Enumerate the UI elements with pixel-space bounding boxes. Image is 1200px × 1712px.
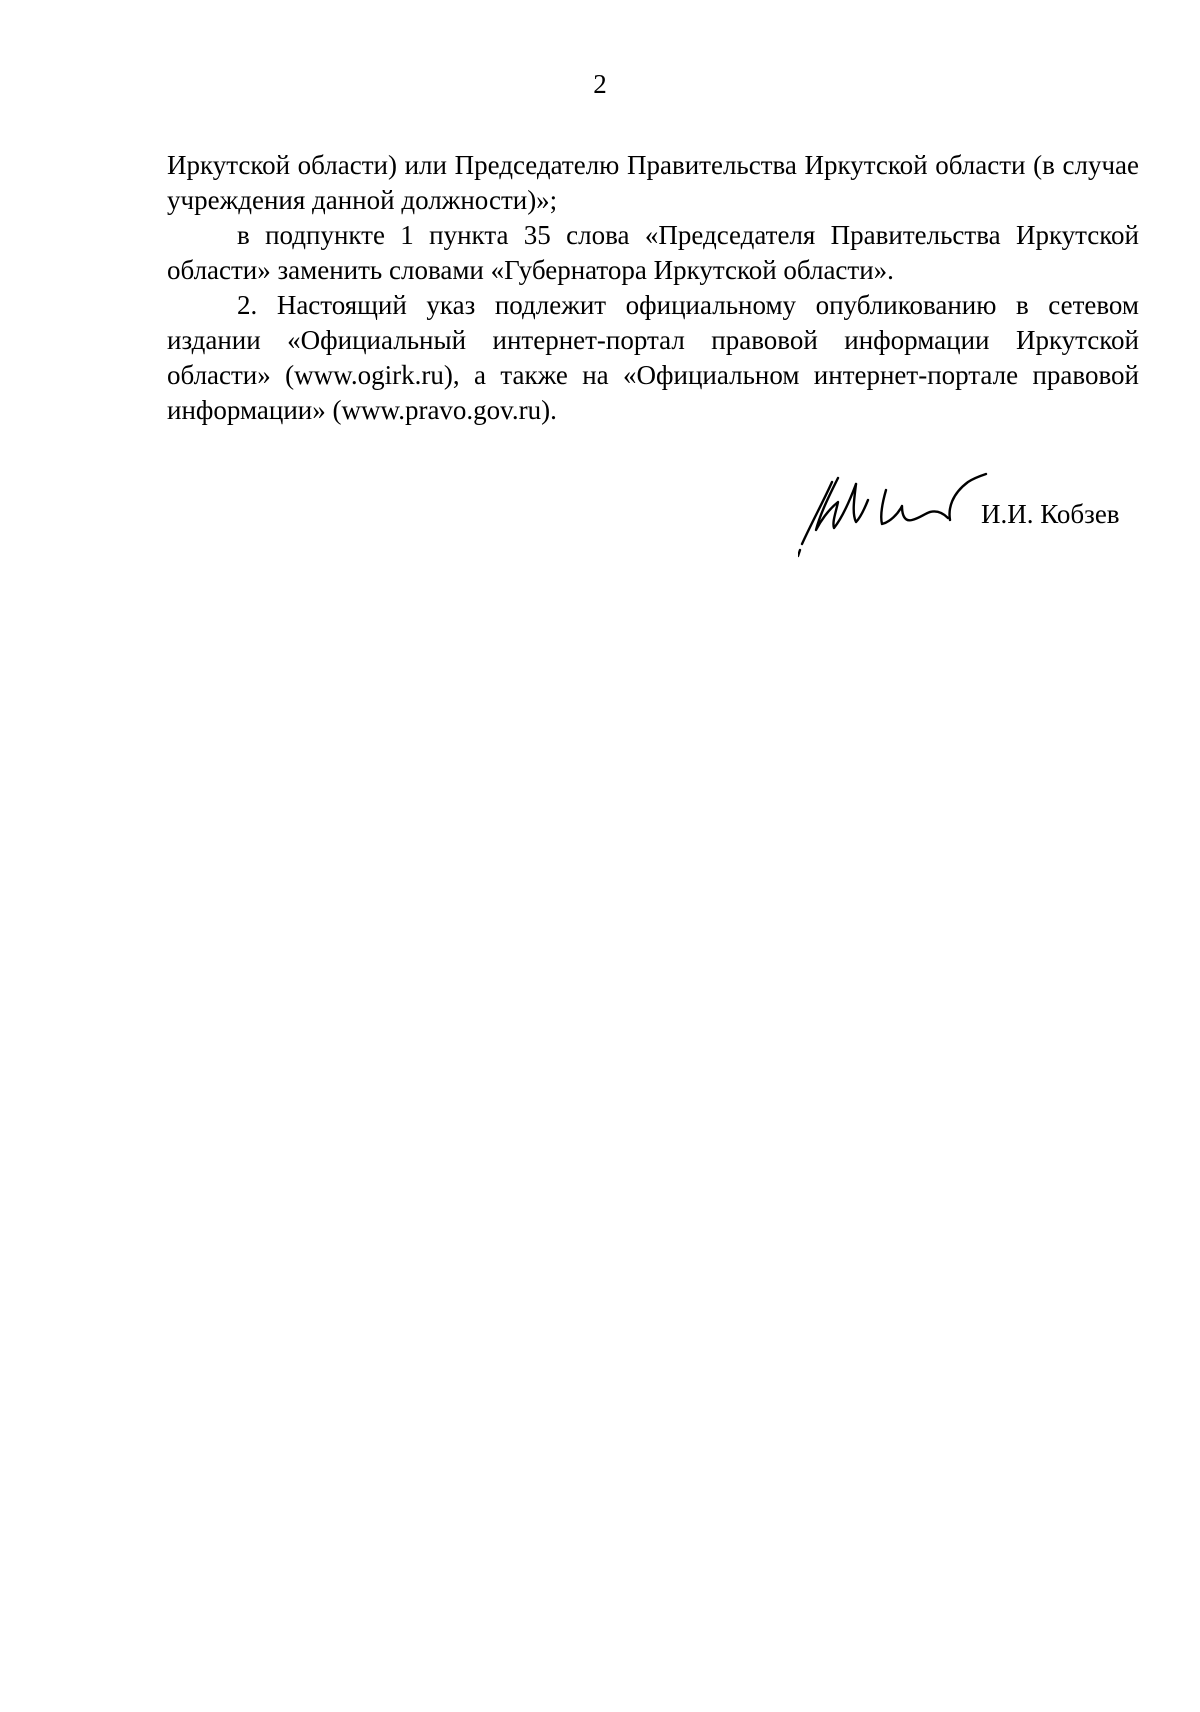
document-body [167,148,1139,428]
paragraph-publication: 2. Настоящий указ подлежит официальному опубликованию в сетевом издании «Официальный интернет-портал правовой информации Иркутской области» (www.ogirk.ru), а также на «Официальном интернет-портале правовой информации» (www.pravo.gov.ru). [167,290,1139,425]
paragraph-amendment: в подпункте 1 пункта 35 слова «Председателя Правительства Иркутской области» заменить словами «Губернатора Иркутской области». [167,220,1139,285]
signer-name: И.И. Кобзев [981,499,1120,529]
handwritten-signature-icon [798,470,988,560]
signature-block [798,470,1158,560]
paragraph-continuation: Иркутской области) или Председателю Правительства Иркутской области (в случае учреждения данной должности)»; [167,150,1139,215]
page-number: 2 [593,69,607,99]
